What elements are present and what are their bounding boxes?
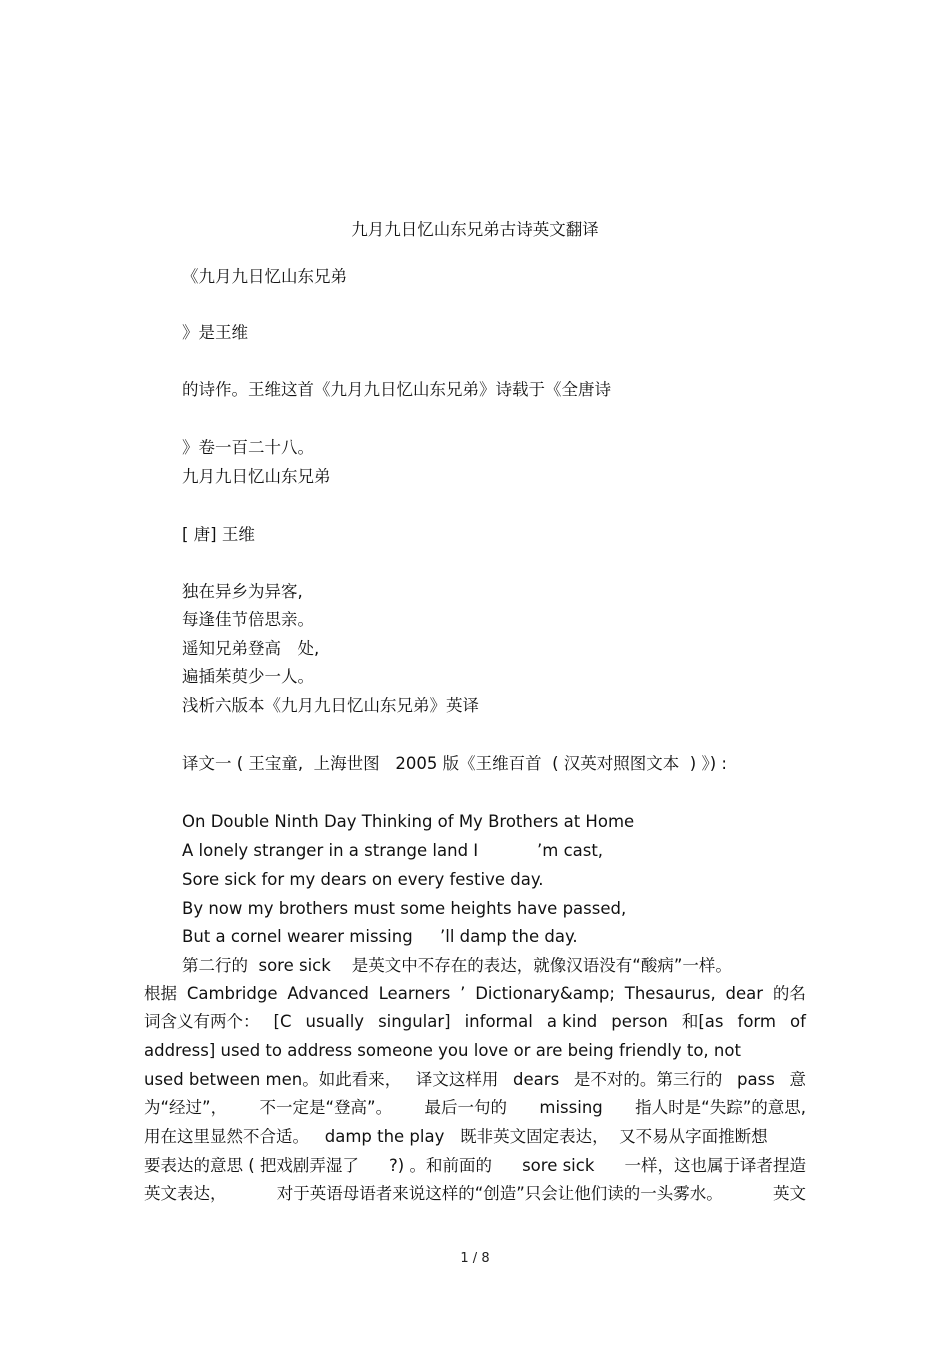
intro-line-4: 》卷一百二十八。 xyxy=(182,438,314,457)
poem-line: 每逢佳节倍思亲。 xyxy=(182,610,314,629)
translation-intro: 译文一 ( 王宝童, 上海世图 2005 版《王维百首 ( 汉英对照图文本 ) 》) : xyxy=(182,754,727,773)
poem-line: 独在异乡为异客, xyxy=(182,582,303,601)
page-number: 1 / 8 xyxy=(460,1251,490,1266)
word: 词含义有两个： xyxy=(144,1012,260,1031)
intro-line-1: 《九月九日忆山东兄弟 xyxy=(182,267,347,286)
document-title: 九月九日忆山东兄弟古诗英文翻译 xyxy=(351,220,599,239)
commentary-line-7: 用在这里显然不合适。 damp the play 既非英文固定表达， 又不易从字面推断想 xyxy=(144,1127,768,1146)
word: pass xyxy=(737,1070,775,1089)
word: dears xyxy=(513,1070,560,1089)
word: Dictionary&amp; xyxy=(475,984,615,1003)
word: Advanced xyxy=(287,984,369,1003)
word: 的名 xyxy=(772,984,806,1003)
word: 是不对的。第三行的 xyxy=(573,1070,723,1089)
word: 为“经过”， xyxy=(144,1098,228,1117)
commentary-line-2 xyxy=(144,983,806,1005)
word: ’ xyxy=(460,984,466,1003)
word: sore sick xyxy=(522,1156,595,1175)
word: singular] xyxy=(378,1012,451,1031)
translation-title: On Double Ninth Day Thinking of My Brothers at Home xyxy=(182,812,635,831)
commentary-line-3 xyxy=(144,1011,806,1033)
translation-line-1 xyxy=(182,840,604,862)
word: informal xyxy=(464,1012,533,1031)
word: used between men。如此看来， xyxy=(144,1070,402,1089)
commentary-line-1: 第二行的 sore sick 是英文中不存在的表达，就像汉语没有“酸病”一样。 xyxy=(182,956,732,975)
poem-line: 遥知兄弟登高 处, xyxy=(182,639,320,658)
word: 根据 xyxy=(144,984,177,1003)
commentary-line-4: address] used to address someone you love or are being friendly to, not xyxy=(144,1041,741,1060)
word: 意 xyxy=(789,1070,806,1089)
word: usually xyxy=(305,1012,365,1031)
intro-line-2: 》是王维 xyxy=(182,323,248,342)
translation-line-4-part-b: ’ll damp the day. xyxy=(440,927,578,946)
translation-line-2: Sore sick for my dears on every festive day. xyxy=(182,870,544,889)
commentary-line-5 xyxy=(144,1069,806,1091)
commentary-line-9 xyxy=(144,1183,806,1205)
word: 指人时是“失踪”的意思, xyxy=(635,1098,806,1117)
word: 不一定是“登高”。 xyxy=(259,1098,393,1117)
translation-line-3: By now my brothers must some heights have passed, xyxy=(182,899,627,918)
word: 和[as xyxy=(681,1012,724,1031)
word: 一样，这也属于译者捏造 xyxy=(624,1156,806,1175)
word: of xyxy=(790,1012,806,1031)
commentary-line-6 xyxy=(144,1097,806,1119)
word: 对于英语母语者来说这样的“创造”只会让他们读的一头雾水。 xyxy=(276,1184,723,1203)
word: person xyxy=(611,1012,668,1031)
word: 要表达的意思 ( 把戏剧弄湿了 xyxy=(144,1156,359,1175)
translation-line-1-part-a: A lonely stranger in a strange land I xyxy=(182,841,479,860)
translation-line-4 xyxy=(182,926,578,948)
word: 英文表达， xyxy=(144,1184,227,1203)
word: [C xyxy=(273,1012,292,1031)
analysis-title: 浅析六版本《九月九日忆山东兄弟》英译 xyxy=(182,696,479,715)
word: 英文 xyxy=(772,1184,806,1203)
word: form xyxy=(737,1012,777,1031)
translation-line-4-part-a: But a cornel wearer missing xyxy=(182,927,413,946)
word: 译文这样用 xyxy=(415,1070,499,1089)
word: Thesaurus, xyxy=(624,984,716,1003)
intro-line-3: 的诗作。王维这首《九月九日忆山东兄弟》诗载于《全唐诗 xyxy=(182,380,611,399)
poem-author: [ 唐] 王维 xyxy=(182,525,255,544)
translation-line-1-part-b: ’m cast, xyxy=(537,841,604,860)
word: a kind xyxy=(546,1012,598,1031)
word: Cambridge xyxy=(186,984,278,1003)
word: dear xyxy=(725,984,764,1003)
poem-title: 九月九日忆山东兄弟 xyxy=(182,467,331,486)
word: Learners xyxy=(378,984,451,1003)
word: missing xyxy=(539,1098,603,1117)
poem-line: 遍插茱萸少一人。 xyxy=(182,667,314,686)
word: ?) 。和前面的 xyxy=(389,1156,492,1175)
word: 最后一句的 xyxy=(424,1098,507,1117)
commentary-line-8 xyxy=(144,1155,806,1177)
